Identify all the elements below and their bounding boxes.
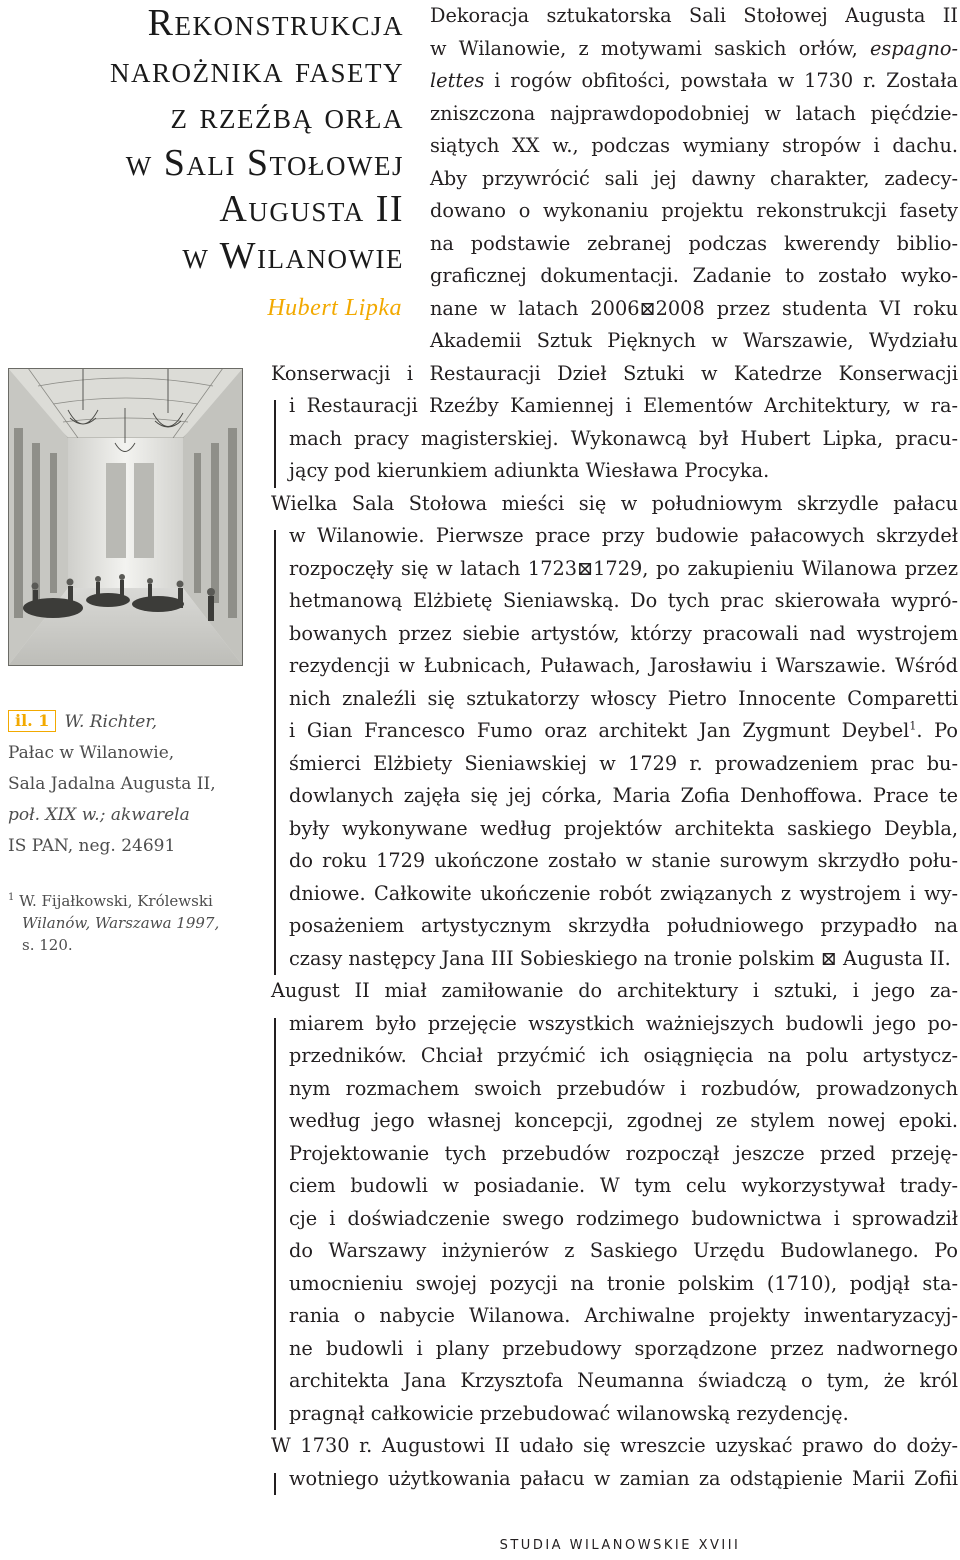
body-line: posażeniem artystycznym skrzydła południowego przypadło na [289,914,958,937]
paragraph-rule [274,530,276,975]
body-line: lettes i rogów obfitości, powstała w 1730 r. Została [430,69,958,92]
body-line: W 1730 r. Augustowi II udało się wreszcie uzyskać prawo do doży- [271,1434,958,1457]
body-line: ne budowli i plany przebudowy sporządzone przez nadwornego [289,1336,958,1360]
body-line: mach pracy magisterskiej. Wykonawcą był Hubert Lipka, pracu- [289,426,958,450]
body-line: graficznej dokumentacji. Zadanie to zostało wyko- [430,264,958,287]
body-line: w Wilanowie. Pierwsze prace przy budowie pałacowych skrzydeł [289,524,958,547]
running-footer-text: STUDIA WILANOWSKIE XVIII [499,1538,741,1553]
caption-line: poł. XIX w.; akwarela [8,805,190,825]
title-line: narożnika fasety [110,48,404,91]
caption-line: Sala Jadalna Augusta II, [8,774,216,794]
author-name: Hubert Lipka [267,295,402,321]
paragraph-rule [274,1018,276,1431]
body-line: zniszczona najprawdopodobniej w latach pięćdzie- [430,101,958,125]
body-line: i Gian Francesco Fumo oraz architekt Jan Zygmunt Deybel$^1$. Po [289,719,958,742]
body-line: przedników. Chciał przyćmić ich osiągnięcia na polu artystycz- [289,1044,958,1067]
paragraph-rule [274,400,276,488]
body-line: nym rozmachem swoich przebudów i rozbudów, prowadzonych [289,1076,958,1100]
body-line: rezydencji w Łubnicach, Puławach, Jarosławiu i Warszawie. Wśród [289,654,958,677]
figure-image [8,368,243,666]
article-title [0,0,404,279]
body-line: były wykonywane według projektów architekta saskiego Deybla, [289,816,958,840]
caption-line: Pałac w Wilanowie, [8,743,175,763]
body-line: hetmanową Elżbietę Sieniawską. Do tych prac skierowała wypró- [289,589,958,612]
body-line: Projektowanie tych przebudów rozpoczął jeszcze przed przeję- [289,1141,958,1165]
body-line: Dekoracja sztukatorska Sali Stołowej Augusta II [430,4,958,27]
body-line: miarem było przejęcie wszystkich ważniejszych budowli jego po- [289,1011,958,1035]
body-line: pragnął całkowicie przebudować wilanowską rezydencję. [289,1401,849,1425]
footnote-line: s. 120. [22,936,73,954]
footnote-line: W. Fijałkowski, Królewski [19,892,213,910]
body-line: rania o nabycie Wilanowa. Archiwalne projekty inwentaryzacyj- [289,1304,958,1327]
body-line: w Wilanowie, z motywami saskich orłów, espagno- [430,36,958,60]
body-line: dowlanych zajęła się jej córka, Maria Zofia Denhoffowa. Prace te [289,784,958,807]
body-line: August II miał zamiłowanie do architektury i sztuki, i jego za- [271,979,958,1002]
body-line: czasy następcy Jana III Sobieskiego na tronie polskim ⊠ Augusta II. [289,946,951,970]
body-line: ciem budowli w posiadanie. W tym celu wykorzystywał trady- [289,1174,958,1197]
body-line: Aby przywrócić sali jej dawny charakter, zadecy- [430,166,958,190]
caption-line: IS PAN, neg. 24691 [8,836,176,856]
body-line: i Restauracji Rzeźby Kamiennej i Elementów Architektury, w ra- [289,394,958,417]
body-line: dniowe. Całkowite ukończenie robót związanych z wystrojem i wy- [289,881,958,905]
body-line: jący pod kierunkiem adiunkta Wiesława Procyka. [289,459,770,482]
footnote-line: Wilanów, Warszawa 1997, [22,914,220,932]
title-line: Rekonstrukcja [147,2,404,44]
figure-caption [8,707,248,862]
running-footer [0,1538,960,1553]
body-line: Wielka Sala Stołowa mieści się w południowym skrzydle pałacu [271,491,958,515]
body-line: cje i doświadczenie swego rodzimego budownictwa i sprowadził [289,1206,958,1230]
body-line: Konserwacji i Restauracji Dzieł Sztuki w Katedrze Konserwacji [271,361,958,385]
title-line: w Sali Stołowej [125,141,404,184]
body-line: śmierci Elżbiety Sieniawskiej w 1729 r. prowadzeniem prac bu- [289,751,958,775]
body-line: nich znaleźli się sztukatorzy włoscy Pietro Innocente Comparetti [289,686,958,710]
body-line: dowano o wykonaniu projektu rekonstrukcji fasety [430,199,958,222]
body-line: do roku 1729 ukończone zostało w stanie surowym skrzydło połu- [289,849,958,872]
figure-label-badge: il. 1 [8,710,56,732]
body-line: bowanych przez siebie artystów, którzy pracowali nad wystrojem [289,621,958,645]
body-line: nane w latach 2006⊠2008 przez studenta VI roku [430,296,958,320]
title-line: Augusta II [219,188,404,230]
body-line: według jego własnej koncepcji, zgodnej ze stylem nowej epoki. [289,1109,958,1132]
footnote [8,887,253,956]
body-line: na podstawie zebranej podczas kwerendy biblio- [430,231,958,255]
body-line: umocnieniu swojej pozycji na tronie polskim (1710), podjął sta- [289,1271,958,1295]
paragraph-rule [274,1473,276,1496]
body-line: Akademii Sztuk Pięknych w Warszawie, Wydziału [430,329,958,352]
body-line: architekta Jana Krzysztofa Neumanna świadczą o tym, że król [289,1369,958,1392]
title-line: w Wilanowie [182,234,404,277]
title-line: z rzeźbą orła [170,95,404,137]
body-line: do Warszawy inżynierów z Saskiego Urzędu Budowlanego. Po [289,1239,958,1262]
caption-line: W. Richter, [64,712,158,732]
body-line: rozpoczęły się w latach 1723⊠1729, po zakupieniu Wilanowa przez [289,556,958,580]
footnote-number: 1 [8,892,15,903]
body-line: siątych XX w., podczas wymiany stropów i dachu. [430,134,958,157]
body-line: wotniego użytkowania pałacu w zamian za odstąpienie Marii Zofii [289,1466,958,1490]
